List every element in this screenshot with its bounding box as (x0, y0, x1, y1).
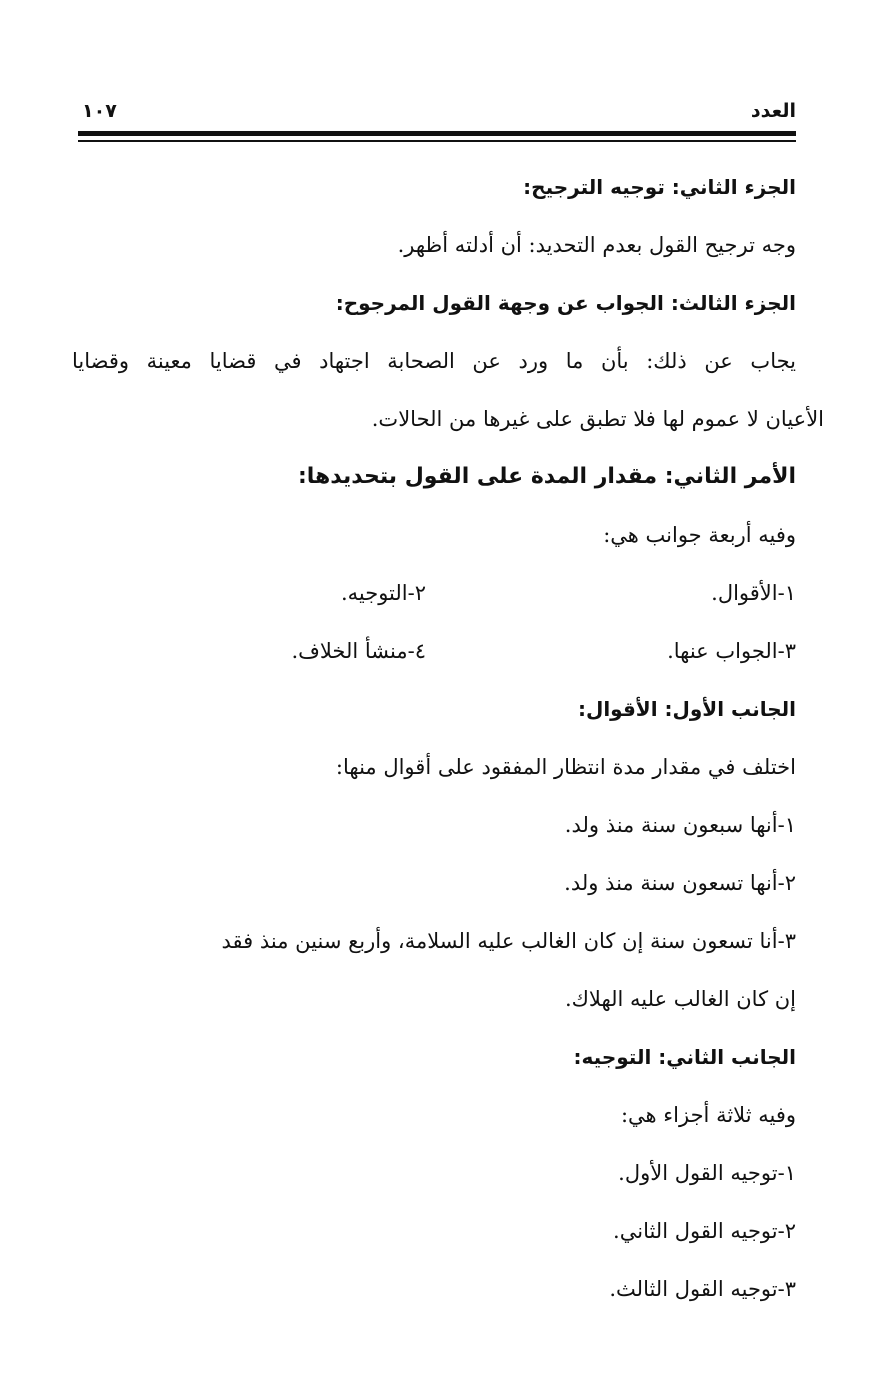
list-item: ٣-توجيه القول الثالث. (609, 1277, 796, 1301)
section-heading-second-matter: الأمر الثاني: مقدار المدة على القول بتحديدها: (297, 464, 796, 489)
list-item: ٢-توجيه القول الثاني. (613, 1219, 796, 1243)
list-row (78, 622, 796, 680)
subheading-part-three: الجزء الثالث: الجواب عن وجهة القول المرجوح: (335, 291, 796, 315)
list-item: ١-توجيه القول الأول. (618, 1161, 796, 1185)
header-rule-thin (78, 140, 796, 142)
list-item: ١-الأقوال. (711, 581, 796, 605)
subheading-aspect-one: الجانب الأول: الأقوال: (577, 697, 796, 721)
list-item: ٢-أنها تسعون سنة منذ ولد. (564, 871, 796, 895)
list-item: ١-أنها سبعون سنة منذ ولد. (564, 813, 796, 837)
paragraph-line: وفيه ثلاثة أجزاء هي: (620, 1103, 796, 1127)
list-item: ٢-التوجيه. (340, 581, 426, 605)
list-row (78, 564, 796, 622)
page-number: ١٠٧ (82, 100, 117, 122)
running-header (78, 100, 796, 126)
list-item: ٤-منشأ الخلاف. (291, 639, 426, 663)
paragraph-line: وفيه أربعة جوانب هي: (603, 523, 796, 547)
subheading-aspect-two: الجانب الثاني: التوجيه: (573, 1045, 796, 1069)
paragraph-line: وجه ترجيح القول بعدم التحديد: أن أدلته أظهر. (397, 233, 796, 257)
page-body (72, 158, 824, 1318)
paragraph-line: الأعيان لا عموم لها فلا تطبق على غيرها من الحالات. (371, 407, 824, 431)
list-item: ٣-الجواب عنها. (667, 639, 796, 663)
list-item: ٣-أنا تسعون سنة إن كان الغالب عليه السلامة، وأربع سنين منذ فقد (221, 929, 796, 953)
paragraph-line: اختلف في مقدار مدة انتظار المفقود على أقوال منها: (335, 755, 796, 779)
journal-title: العدد (750, 100, 796, 122)
subheading-part-two: الجزء الثاني: توجيه الترجيح: (523, 175, 796, 199)
header-rule-thick (78, 131, 796, 136)
paragraph-line: يجاب عن ذلك: بأن ما ورد عن الصحابة اجتهاد في قضايا معينة وقضايا (72, 349, 796, 373)
list-item-continuation: إن كان الغالب عليه الهلاك. (564, 987, 796, 1011)
